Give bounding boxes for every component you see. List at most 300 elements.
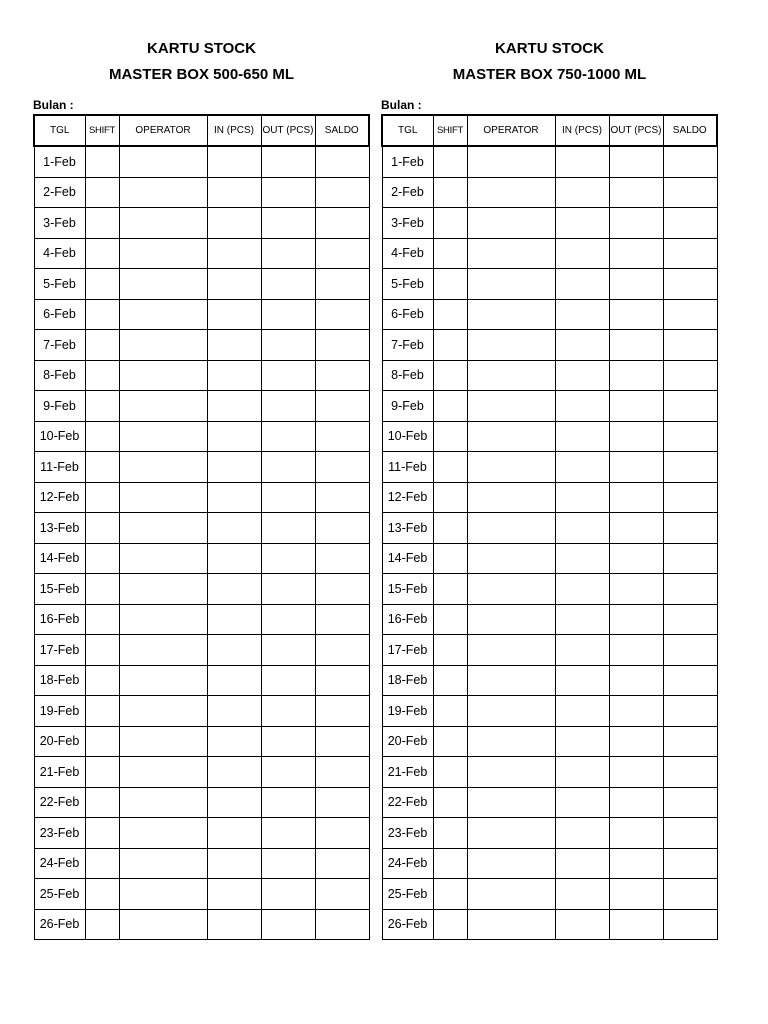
operator-cell[interactable] xyxy=(119,391,207,422)
operator-cell[interactable] xyxy=(119,452,207,483)
in-cell[interactable] xyxy=(207,482,261,513)
out-cell[interactable] xyxy=(609,665,663,696)
operator-cell[interactable] xyxy=(119,879,207,910)
operator-cell[interactable] xyxy=(119,787,207,818)
shift-cell[interactable] xyxy=(85,848,119,879)
operator-cell[interactable] xyxy=(467,696,555,727)
shift-cell[interactable] xyxy=(433,787,467,818)
saldo-cell[interactable] xyxy=(663,604,717,635)
operator-cell[interactable] xyxy=(119,818,207,849)
saldo-cell[interactable] xyxy=(315,574,369,605)
in-cell[interactable] xyxy=(555,879,609,910)
out-cell[interactable] xyxy=(609,330,663,361)
out-cell[interactable] xyxy=(609,208,663,239)
saldo-cell[interactable] xyxy=(663,146,717,177)
date-cell: 19-Feb xyxy=(34,696,85,727)
table-row xyxy=(34,269,369,300)
shift-cell[interactable] xyxy=(85,208,119,239)
shift-cell[interactable] xyxy=(85,391,119,422)
out-cell[interactable] xyxy=(609,726,663,757)
shift-cell[interactable] xyxy=(85,635,119,666)
operator-cell[interactable] xyxy=(467,665,555,696)
shift-cell[interactable] xyxy=(433,360,467,391)
in-cell[interactable] xyxy=(555,787,609,818)
shift-cell[interactable] xyxy=(433,726,467,757)
in-cell[interactable] xyxy=(555,543,609,574)
shift-cell[interactable] xyxy=(433,574,467,605)
table-row xyxy=(382,665,717,696)
saldo-cell[interactable] xyxy=(315,543,369,574)
out-cell[interactable] xyxy=(261,848,315,879)
operator-cell[interactable] xyxy=(467,482,555,513)
operator-cell[interactable] xyxy=(467,726,555,757)
saldo-cell[interactable] xyxy=(315,482,369,513)
table-row xyxy=(34,665,369,696)
in-cell[interactable] xyxy=(555,574,609,605)
operator-cell[interactable] xyxy=(119,909,207,940)
operator-cell[interactable] xyxy=(119,482,207,513)
out-cell[interactable] xyxy=(261,208,315,239)
saldo-cell[interactable] xyxy=(315,330,369,361)
shift-cell[interactable] xyxy=(433,879,467,910)
shift-cell[interactable] xyxy=(85,146,119,177)
operator-cell[interactable] xyxy=(467,452,555,483)
shift-cell[interactable] xyxy=(85,665,119,696)
saldo-cell[interactable] xyxy=(315,726,369,757)
out-cell[interactable] xyxy=(261,482,315,513)
operator-cell[interactable] xyxy=(467,421,555,452)
out-cell[interactable] xyxy=(261,452,315,483)
saldo-cell[interactable] xyxy=(315,909,369,940)
out-cell[interactable] xyxy=(261,696,315,727)
table-row xyxy=(34,391,369,422)
shift-cell[interactable] xyxy=(433,299,467,330)
out-cell[interactable] xyxy=(261,360,315,391)
operator-cell[interactable] xyxy=(119,330,207,361)
card-title-line2: MASTER BOX 500-650 ML xyxy=(108,66,295,83)
col-header-in: IN (PCS) xyxy=(207,115,261,146)
in-cell[interactable] xyxy=(555,146,609,177)
in-cell[interactable] xyxy=(207,146,261,177)
operator-cell[interactable] xyxy=(467,330,555,361)
out-cell[interactable] xyxy=(609,269,663,300)
operator-cell[interactable] xyxy=(119,726,207,757)
shift-cell[interactable] xyxy=(85,360,119,391)
operator-cell[interactable] xyxy=(119,146,207,177)
table-row xyxy=(382,330,717,361)
saldo-cell[interactable] xyxy=(315,848,369,879)
saldo-cell[interactable] xyxy=(663,177,717,208)
shift-cell[interactable] xyxy=(433,269,467,300)
operator-cell[interactable] xyxy=(119,299,207,330)
saldo-cell[interactable] xyxy=(663,269,717,300)
shift-cell[interactable] xyxy=(85,421,119,452)
shift-cell[interactable] xyxy=(85,330,119,361)
shift-cell[interactable] xyxy=(433,848,467,879)
saldo-cell[interactable] xyxy=(315,665,369,696)
shift-cell[interactable] xyxy=(85,574,119,605)
out-cell[interactable] xyxy=(261,757,315,788)
saldo-cell[interactable] xyxy=(315,299,369,330)
operator-cell[interactable] xyxy=(119,543,207,574)
operator-cell[interactable] xyxy=(467,299,555,330)
saldo-cell[interactable] xyxy=(663,391,717,422)
in-cell[interactable] xyxy=(555,330,609,361)
in-cell[interactable] xyxy=(207,330,261,361)
operator-cell[interactable] xyxy=(467,208,555,239)
saldo-cell[interactable] xyxy=(663,757,717,788)
saldo-cell[interactable] xyxy=(663,543,717,574)
table-row xyxy=(34,787,369,818)
operator-cell[interactable] xyxy=(467,848,555,879)
operator-cell[interactable] xyxy=(467,757,555,788)
shift-cell[interactable] xyxy=(85,269,119,300)
saldo-cell[interactable] xyxy=(663,208,717,239)
table-row xyxy=(34,299,369,330)
shift-cell[interactable] xyxy=(433,818,467,849)
table-body xyxy=(34,146,369,940)
saldo-cell[interactable] xyxy=(663,238,717,269)
operator-cell[interactable] xyxy=(119,635,207,666)
saldo-cell[interactable] xyxy=(663,330,717,361)
operator-cell[interactable] xyxy=(467,909,555,940)
shift-cell[interactable] xyxy=(433,513,467,544)
operator-cell[interactable] xyxy=(467,574,555,605)
saldo-cell[interactable] xyxy=(663,299,717,330)
saldo-cell[interactable] xyxy=(663,848,717,879)
out-cell[interactable] xyxy=(609,879,663,910)
out-cell[interactable] xyxy=(609,391,663,422)
in-cell[interactable] xyxy=(207,452,261,483)
in-cell[interactable] xyxy=(555,360,609,391)
shift-cell[interactable] xyxy=(85,543,119,574)
out-cell[interactable] xyxy=(261,146,315,177)
out-cell[interactable] xyxy=(609,299,663,330)
card-title-line1: KARTU STOCK xyxy=(147,40,256,57)
operator-cell[interactable] xyxy=(119,757,207,788)
in-cell[interactable] xyxy=(555,696,609,727)
out-cell[interactable] xyxy=(609,360,663,391)
operator-cell[interactable] xyxy=(119,513,207,544)
shift-cell[interactable] xyxy=(85,299,119,330)
out-cell[interactable] xyxy=(261,665,315,696)
operator-cell[interactable] xyxy=(467,818,555,849)
out-cell[interactable] xyxy=(261,238,315,269)
in-cell[interactable] xyxy=(207,543,261,574)
shift-cell[interactable] xyxy=(85,452,119,483)
operator-cell[interactable] xyxy=(119,604,207,635)
saldo-cell[interactable] xyxy=(663,787,717,818)
in-cell[interactable] xyxy=(207,726,261,757)
in-cell[interactable] xyxy=(207,299,261,330)
date-cell: 11-Feb xyxy=(34,452,85,483)
operator-cell[interactable] xyxy=(467,391,555,422)
operator-cell[interactable] xyxy=(467,146,555,177)
saldo-cell[interactable] xyxy=(315,177,369,208)
in-cell[interactable] xyxy=(555,818,609,849)
shift-cell[interactable] xyxy=(433,696,467,727)
shift-cell[interactable] xyxy=(85,818,119,849)
operator-cell[interactable] xyxy=(467,513,555,544)
shift-cell[interactable] xyxy=(85,787,119,818)
in-cell[interactable] xyxy=(555,269,609,300)
out-cell[interactable] xyxy=(609,421,663,452)
saldo-cell[interactable] xyxy=(315,879,369,910)
shift-cell[interactable] xyxy=(85,604,119,635)
out-cell[interactable] xyxy=(609,848,663,879)
in-cell[interactable] xyxy=(555,421,609,452)
in-cell[interactable] xyxy=(207,818,261,849)
table-row xyxy=(382,452,717,483)
saldo-cell[interactable] xyxy=(663,879,717,910)
shift-cell[interactable] xyxy=(433,452,467,483)
table-row xyxy=(382,909,717,940)
saldo-cell[interactable] xyxy=(663,726,717,757)
saldo-cell[interactable] xyxy=(663,360,717,391)
out-cell[interactable] xyxy=(609,238,663,269)
operator-cell[interactable] xyxy=(119,848,207,879)
shift-cell[interactable] xyxy=(433,757,467,788)
out-cell[interactable] xyxy=(261,879,315,910)
date-cell: 23-Feb xyxy=(34,818,85,849)
shift-cell[interactable] xyxy=(433,238,467,269)
card-title-line1: KARTU STOCK xyxy=(495,40,604,57)
date-cell: 15-Feb xyxy=(382,574,433,605)
saldo-cell[interactable] xyxy=(663,909,717,940)
in-cell[interactable] xyxy=(555,604,609,635)
out-cell[interactable] xyxy=(609,696,663,727)
in-cell[interactable] xyxy=(207,360,261,391)
operator-cell[interactable] xyxy=(119,360,207,391)
shift-cell[interactable] xyxy=(433,909,467,940)
shift-cell[interactable] xyxy=(85,757,119,788)
shift-cell[interactable] xyxy=(433,604,467,635)
in-cell[interactable] xyxy=(207,421,261,452)
in-cell[interactable] xyxy=(555,726,609,757)
in-cell[interactable] xyxy=(207,238,261,269)
operator-cell[interactable] xyxy=(119,238,207,269)
col-header-shift: SHIFT xyxy=(85,115,119,146)
shift-cell[interactable] xyxy=(85,238,119,269)
in-cell[interactable] xyxy=(207,604,261,635)
saldo-cell[interactable] xyxy=(315,513,369,544)
in-cell[interactable] xyxy=(207,269,261,300)
saldo-cell[interactable] xyxy=(315,787,369,818)
in-cell[interactable] xyxy=(207,757,261,788)
in-cell[interactable] xyxy=(207,909,261,940)
saldo-cell[interactable] xyxy=(663,818,717,849)
saldo-cell[interactable] xyxy=(315,208,369,239)
date-cell: 18-Feb xyxy=(382,665,433,696)
operator-cell[interactable] xyxy=(119,177,207,208)
saldo-cell[interactable] xyxy=(663,513,717,544)
in-cell[interactable] xyxy=(555,452,609,483)
shift-cell[interactable] xyxy=(85,696,119,727)
table-row xyxy=(34,574,369,605)
saldo-cell[interactable] xyxy=(663,665,717,696)
saldo-cell[interactable] xyxy=(315,452,369,483)
in-cell[interactable] xyxy=(207,391,261,422)
col-header-shift: SHIFT xyxy=(433,115,467,146)
saldo-cell[interactable] xyxy=(663,635,717,666)
date-cell: 26-Feb xyxy=(382,909,433,940)
out-cell[interactable] xyxy=(609,146,663,177)
shift-cell[interactable] xyxy=(433,177,467,208)
date-cell: 10-Feb xyxy=(34,421,85,452)
saldo-cell[interactable] xyxy=(315,391,369,422)
out-cell[interactable] xyxy=(261,787,315,818)
date-cell: 5-Feb xyxy=(382,269,433,300)
in-cell[interactable] xyxy=(555,299,609,330)
table-row xyxy=(34,421,369,452)
operator-cell[interactable] xyxy=(467,543,555,574)
out-cell[interactable] xyxy=(609,909,663,940)
saldo-cell[interactable] xyxy=(315,146,369,177)
saldo-cell[interactable] xyxy=(315,360,369,391)
saldo-cell[interactable] xyxy=(663,421,717,452)
out-cell[interactable] xyxy=(261,604,315,635)
table-row xyxy=(34,177,369,208)
in-cell[interactable] xyxy=(207,696,261,727)
in-cell[interactable] xyxy=(207,574,261,605)
saldo-cell[interactable] xyxy=(315,421,369,452)
shift-cell[interactable] xyxy=(433,543,467,574)
out-cell[interactable] xyxy=(609,604,663,635)
operator-cell[interactable] xyxy=(467,177,555,208)
out-cell[interactable] xyxy=(261,818,315,849)
in-cell[interactable] xyxy=(555,909,609,940)
saldo-cell[interactable] xyxy=(663,452,717,483)
in-cell[interactable] xyxy=(555,665,609,696)
date-cell: 1-Feb xyxy=(34,146,85,177)
out-cell[interactable] xyxy=(261,330,315,361)
operator-cell[interactable] xyxy=(119,269,207,300)
saldo-cell[interactable] xyxy=(315,696,369,727)
in-cell[interactable] xyxy=(555,238,609,269)
operator-cell[interactable] xyxy=(119,665,207,696)
operator-cell[interactable] xyxy=(467,604,555,635)
shift-cell[interactable] xyxy=(85,909,119,940)
shift-cell[interactable] xyxy=(433,330,467,361)
saldo-cell[interactable] xyxy=(663,696,717,727)
bulan-label: Bulan : xyxy=(381,98,422,112)
out-cell[interactable] xyxy=(261,299,315,330)
operator-cell[interactable] xyxy=(467,360,555,391)
out-cell[interactable] xyxy=(261,269,315,300)
table-row xyxy=(382,787,717,818)
in-cell[interactable] xyxy=(207,177,261,208)
out-cell[interactable] xyxy=(261,574,315,605)
table-row xyxy=(382,543,717,574)
in-cell[interactable] xyxy=(555,513,609,544)
operator-cell[interactable] xyxy=(467,787,555,818)
out-cell[interactable] xyxy=(609,574,663,605)
in-cell[interactable] xyxy=(207,848,261,879)
in-cell[interactable] xyxy=(555,635,609,666)
in-cell[interactable] xyxy=(207,787,261,818)
shift-cell[interactable] xyxy=(85,513,119,544)
saldo-cell[interactable] xyxy=(315,604,369,635)
out-cell[interactable] xyxy=(609,513,663,544)
out-cell[interactable] xyxy=(261,543,315,574)
operator-cell[interactable] xyxy=(467,879,555,910)
in-cell[interactable] xyxy=(555,848,609,879)
shift-cell[interactable] xyxy=(433,146,467,177)
saldo-cell[interactable] xyxy=(315,635,369,666)
shift-cell[interactable] xyxy=(85,879,119,910)
out-cell[interactable] xyxy=(609,635,663,666)
shift-cell[interactable] xyxy=(85,482,119,513)
table-row xyxy=(34,360,369,391)
shift-cell[interactable] xyxy=(433,421,467,452)
saldo-cell[interactable] xyxy=(315,269,369,300)
in-cell[interactable] xyxy=(555,208,609,239)
shift-cell[interactable] xyxy=(85,726,119,757)
out-cell[interactable] xyxy=(609,757,663,788)
operator-cell[interactable] xyxy=(119,208,207,239)
out-cell[interactable] xyxy=(261,635,315,666)
operator-cell[interactable] xyxy=(467,238,555,269)
operator-cell[interactable] xyxy=(119,421,207,452)
table-row xyxy=(382,879,717,910)
out-cell[interactable] xyxy=(261,177,315,208)
out-cell[interactable] xyxy=(609,177,663,208)
date-cell: 8-Feb xyxy=(382,360,433,391)
in-cell[interactable] xyxy=(555,391,609,422)
in-cell[interactable] xyxy=(207,513,261,544)
shift-cell[interactable] xyxy=(433,482,467,513)
date-cell: 2-Feb xyxy=(34,177,85,208)
shift-cell[interactable] xyxy=(433,665,467,696)
out-cell[interactable] xyxy=(609,787,663,818)
out-cell[interactable] xyxy=(261,391,315,422)
out-cell[interactable] xyxy=(609,482,663,513)
operator-cell[interactable] xyxy=(119,696,207,727)
stock-card-left xyxy=(33,36,370,940)
out-cell[interactable] xyxy=(261,513,315,544)
operator-cell[interactable] xyxy=(119,574,207,605)
out-cell[interactable] xyxy=(609,818,663,849)
table-row xyxy=(382,696,717,727)
operator-cell[interactable] xyxy=(467,269,555,300)
date-cell: 14-Feb xyxy=(382,543,433,574)
saldo-cell[interactable] xyxy=(663,482,717,513)
in-cell[interactable] xyxy=(555,177,609,208)
shift-cell[interactable] xyxy=(85,177,119,208)
in-cell[interactable] xyxy=(207,665,261,696)
out-cell[interactable] xyxy=(261,726,315,757)
in-cell[interactable] xyxy=(207,635,261,666)
in-cell[interactable] xyxy=(555,482,609,513)
out-cell[interactable] xyxy=(261,421,315,452)
out-cell[interactable] xyxy=(609,543,663,574)
saldo-cell[interactable] xyxy=(663,574,717,605)
shift-cell[interactable] xyxy=(433,208,467,239)
out-cell[interactable] xyxy=(609,452,663,483)
in-cell[interactable] xyxy=(207,879,261,910)
saldo-cell[interactable] xyxy=(315,238,369,269)
in-cell[interactable] xyxy=(207,208,261,239)
shift-cell[interactable] xyxy=(433,391,467,422)
shift-cell[interactable] xyxy=(433,635,467,666)
table-row xyxy=(382,726,717,757)
date-cell: 6-Feb xyxy=(34,299,85,330)
in-cell[interactable] xyxy=(555,757,609,788)
out-cell[interactable] xyxy=(261,909,315,940)
saldo-cell[interactable] xyxy=(315,757,369,788)
operator-cell[interactable] xyxy=(467,635,555,666)
saldo-cell[interactable] xyxy=(315,818,369,849)
